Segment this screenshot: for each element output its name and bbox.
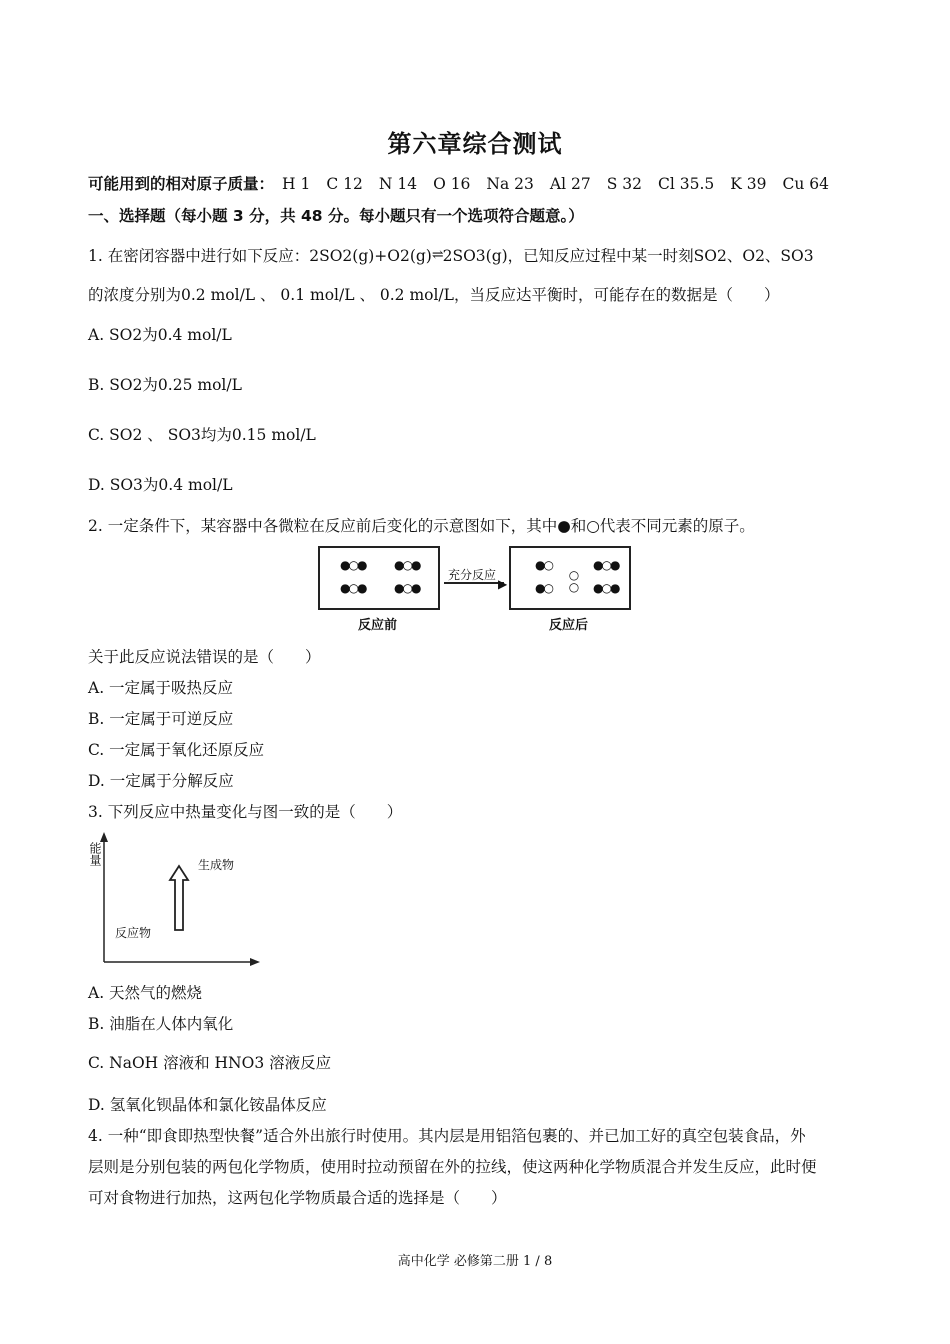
q2-stem-c: 代表不同元素的原子。 [599, 517, 755, 535]
filled-atom-icon: ● [557, 517, 571, 535]
q3-option-a: A. 天然气的燃烧 [88, 984, 203, 1002]
molecule-icon: ○○ [567, 568, 581, 592]
before-reaction-box [318, 546, 440, 610]
reaction-arrow-line [444, 582, 504, 584]
after-reaction-box [509, 546, 631, 610]
reaction-axis-arrow-icon [250, 958, 260, 966]
q2-option-a: A. 一定属于吸热反应 [88, 679, 234, 697]
molecule-icon: ●○● [593, 581, 619, 595]
mass-item: Cu 64 [782, 175, 829, 193]
section1-heading: 一、选择题（每小题 3 分，共 48 分。每小题只有一个选项符合题意。） [88, 207, 584, 225]
atomic-masses-line [88, 172, 829, 194]
energy-axis-label: 能量 [88, 842, 102, 866]
mass-item: O 16 [433, 175, 471, 193]
hollow-atom-icon: ○ [586, 517, 600, 535]
mass-item: Cl 35.5 [657, 175, 715, 193]
mass-item: C 12 [326, 175, 363, 193]
q1-option-b: B. SO2为0.25 mol/L [88, 376, 242, 394]
mass-item: S 32 [606, 175, 642, 193]
q2-question: 关于此反应说法错误的是（ ） [88, 648, 321, 666]
q1-option-c: C. SO2 、 SO3均为0.15 mol/L [88, 426, 316, 444]
q1-equation-left: 2SO2(g)+O2(g) [309, 247, 432, 265]
atomic-masses-label: 可能用到的相对原子质量： [88, 175, 275, 193]
q1-after-eq: ，已知反应过程中某一时刻SO2、O2、SO3 [507, 247, 814, 265]
molecule-icon: ●○ [535, 558, 552, 572]
q1-stem-line1 [88, 244, 814, 266]
mass-item: Al 27 [549, 175, 591, 193]
arrow-label: 充分反应 [448, 568, 497, 582]
q3-option-c: C. NaOH 溶液和 HNO3 溶液反应 [88, 1054, 332, 1072]
q3-option-b: B. 油脂在人体内氧化 [88, 1015, 234, 1033]
page-footer: 高中化学 必修第二册 1 / 8 [397, 1254, 553, 1269]
reactant-label: 反应物 [115, 926, 152, 940]
energy-increase-arrow-icon [170, 866, 188, 930]
molecule-icon: ●○● [340, 558, 366, 572]
page-title: 第六章综合测试 [387, 129, 563, 158]
molecule-icon: ●○● [394, 558, 420, 572]
mass-item: K 39 [730, 175, 767, 193]
mass-item: H 1 [282, 175, 311, 193]
q2-option-c: C. 一定属于氧化还原反应 [88, 741, 265, 759]
reaction-arrow-head-icon: ▶ [498, 577, 508, 591]
q4-line2: 层则是分别包装的两包化学物质，使用时拉动预留在外的拉线，使这两种化学物质混合并发生反应，此时便 [88, 1158, 817, 1176]
q2-option-d: D. 一定属于分解反应 [88, 772, 234, 790]
after-label: 反应后 [549, 618, 589, 633]
molecule-icon: ●○ [535, 581, 552, 595]
q1-prefix: 1. 在密闭容器中进行如下反应： [88, 247, 310, 265]
before-label: 反应前 [358, 618, 398, 633]
q2-stem-a: 2. 一定条件下，某容器中各微粒在反应前后变化的示意图如下，其中 [88, 517, 558, 535]
q1-stem-line2: 的浓度分别为0.2 mol/L 、 0.1 mol/L 、 0.2 mol/L，当反应达平衡时，可能存在的数据是（ ） [88, 286, 780, 304]
q3-option-d: D. 氢氧化钡晶体和氯化铵晶体反应 [88, 1096, 327, 1114]
q4-line1: 4. 一种“即食即热型快餐”适合外出旅行时使用。其内层是用铝箔包裹的、并已加工好的真空包装食品，外 [88, 1127, 806, 1145]
energy-axis-arrow-icon [100, 832, 108, 842]
q2-option-b: B. 一定属于可逆反应 [88, 710, 234, 728]
q1-option-a: A. SO2为0.4 mol/L [88, 326, 232, 344]
mass-item: Na 23 [486, 175, 534, 193]
q1-equation-right: 2SO3(g) [442, 247, 508, 265]
molecule-icon: ●○● [394, 581, 420, 595]
product-label: 生成物 [198, 858, 235, 872]
q2-stem [88, 514, 755, 536]
q3-stem: 3. 下列反应中热量变化与图一致的是（ ） [88, 803, 403, 821]
mass-item: N 14 [378, 175, 418, 193]
q1-option-d: D. SO3为0.4 mol/L [88, 476, 233, 494]
molecule-icon: ●○● [340, 581, 366, 595]
q4-line3: 可对食物进行加热，这两包化学物质最合适的选择是（ ） [88, 1189, 507, 1207]
equilibrium-arrow-icon: ⇌ [431, 247, 443, 263]
energy-diagram [84, 830, 264, 970]
q2-stem-b: 和 [570, 517, 587, 535]
molecule-icon: ●○● [593, 558, 619, 572]
